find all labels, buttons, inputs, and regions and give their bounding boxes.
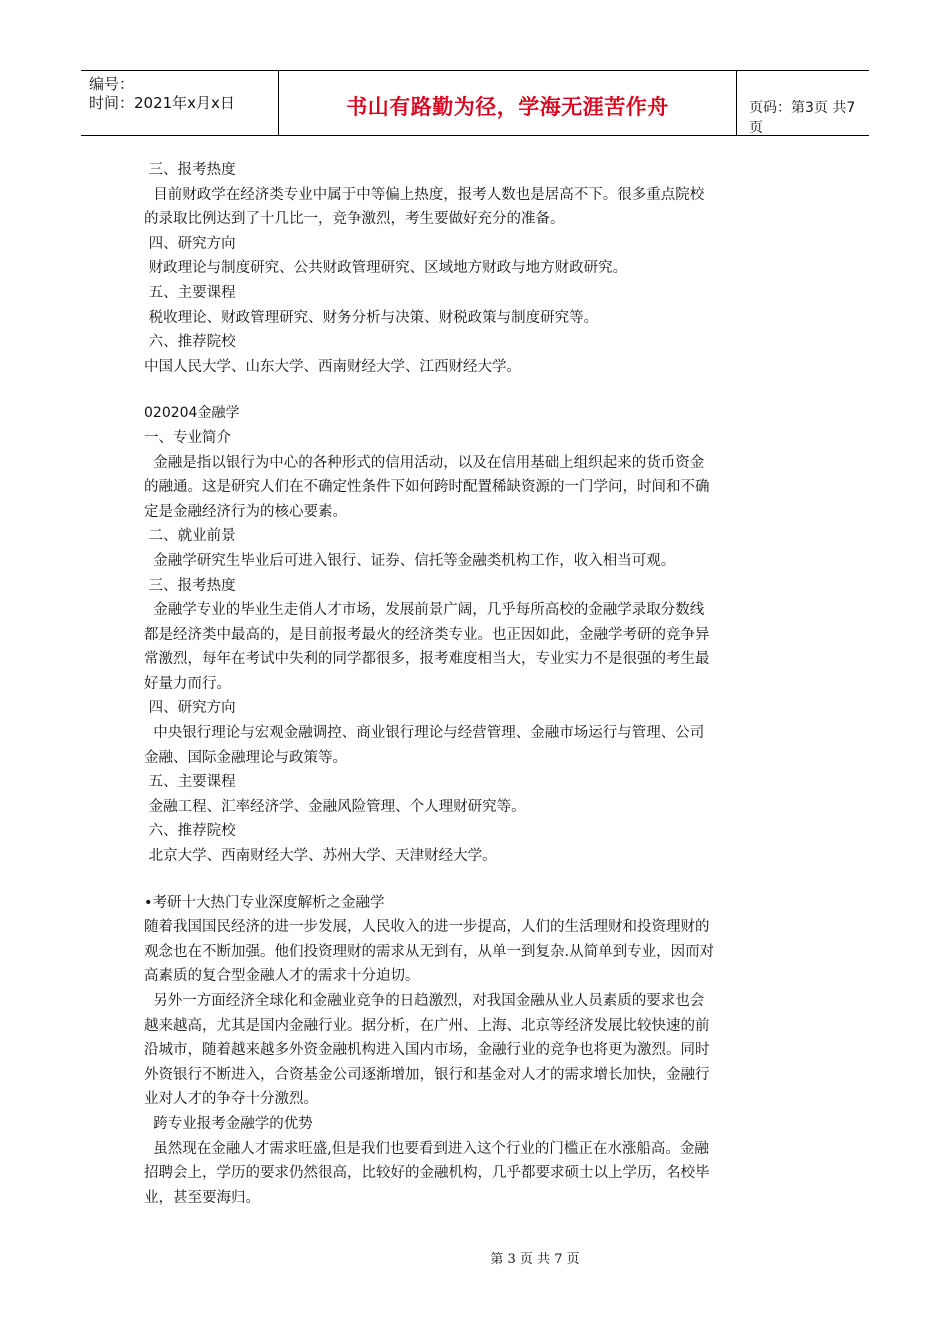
finance-section	[144, 401, 808, 868]
paragraph-line: 另外一方面经济全球化和金融业竞争的日趋激烈，对我国金融从业人员素质的要求也会	[144, 993, 705, 1009]
paragraph-line: 虽然现在金融人才需求旺盛,但是我们也要看到进入这个行业的门槛正在水涨船高。金融	[144, 1140, 709, 1157]
section-title: 五、主要课程	[144, 774, 236, 791]
paragraph-line: 金融学专业的毕业生走俏人才市场，发展前景广阔，几乎每所高校的金融学录取分数线	[144, 602, 705, 619]
article-title-text: 考研十大热门专业深度解析之金融学	[152, 894, 385, 911]
paragraph-line: 沿城市，随着越来越多外资金融机构进入国内市场，金融行业的竞争也将更为激烈。同时	[144, 1042, 710, 1059]
section-title: 四、研究方向	[144, 700, 236, 717]
article-title	[144, 891, 808, 916]
bullet-icon: •	[144, 894, 153, 911]
fiscal-section	[144, 158, 808, 379]
paragraph-line: 招聘会上，学历的要求仍然很高，比较好的金融机构，几乎都要求硕士以上学历，名校毕	[144, 1165, 710, 1182]
paragraph-line: 财政理论与制度研究、公共财政管理研究、区域地方财政与地方财政研究。	[144, 260, 628, 277]
paragraph-line: 中央银行理论与宏观金融调控、商业银行理论与经营管理、金融市场运行与管理、公司	[144, 725, 705, 742]
paragraph-line: 外资银行不断进入，合资基金公司逐渐增加，银行和基金对人才的需求增长加快，金融行	[144, 1066, 710, 1083]
paragraph-line: 常激烈，每年在考试中失利的同学都很多，报考难度相当大，专业实力不是很强的考生最	[144, 651, 710, 668]
paragraph-line: 税收理论、财政管理研究、财务分析与决策、财税政策与制度研究等。	[144, 309, 599, 326]
paragraph-line: 金融学研究生毕业后可进入银行、证券、信托等金融类机构工作，收入相当可观。	[144, 552, 676, 569]
paragraph-line: 观念也在不断加强。他们投资理财的需求从无到有，从单一到复杂.从简单到专业，因而对	[144, 943, 715, 960]
section-title: 二、就业前景	[144, 528, 236, 545]
subsection-title: 跨专业报考金融学的优势	[144, 1115, 313, 1132]
paragraph-line: 定是金融经济行为的核心要素。	[144, 503, 347, 520]
section-title: 四、研究方向	[144, 235, 236, 252]
paragraph-line: 业，甚至要海归。	[144, 1189, 260, 1206]
paragraph-line: 北京大学、西南财经大学、苏州大学、天津财经大学。	[144, 848, 497, 865]
page-footer	[0, 1248, 950, 1267]
header-page-info: 页码：第3页 共7页	[749, 100, 856, 136]
paragraph-line: 金融、国际金融理论与政策等。	[144, 749, 347, 766]
paragraph-line: 业对人才的争夺十分激烈。	[144, 1091, 318, 1108]
paragraph-line: 好量力而行。	[144, 675, 231, 692]
paragraph-line: 中国人民大学、山东大学、西南财经大学、江西财经大学。	[144, 358, 521, 375]
major-heading: 020204金融学	[144, 405, 240, 422]
section-title: 三、报考热度	[144, 162, 236, 178]
document-time-label: 时间：2021年x月x日	[89, 94, 235, 112]
section-title: 三、报考热度	[144, 577, 236, 594]
footer-page-number: 第 3 页 共 7 页	[490, 1252, 580, 1267]
header-page-cell	[737, 71, 869, 135]
section-title: 六、推荐院校	[144, 823, 236, 840]
page-header	[81, 70, 869, 136]
paragraph-line: 的录取比例达到了十几比一，竞争激烈，考生要做好充分的准备。	[144, 211, 565, 228]
paragraph-line: 的融通。这是研究人们在不确定性条件下如何跨时配置稀缺资源的一门学问，时间和不确	[144, 479, 710, 496]
paragraph-line: 高素质的复合型金融人才的需求十分迫切。	[144, 968, 420, 985]
header-motto: 书山有路勤为径，学海无涯苦作舟	[346, 95, 669, 119]
paragraph-line: 金融工程、汇率经济学、金融风险管理、个人理财研究等。	[144, 798, 526, 815]
paragraph-line: 金融是指以银行为中心的各种形式的信用活动，以及在信用基础上组织起来的货币资金	[144, 454, 705, 471]
document-body	[144, 158, 808, 1210]
section-title: 一、专业简介	[144, 429, 231, 446]
paragraph-line: 目前财政学在经济类专业中属于中等偏上热度，报考人数也是居高不下。很多重点院校	[144, 186, 705, 203]
document-number-label: 编号：	[89, 75, 135, 93]
header-motto-cell	[279, 71, 737, 135]
paragraph-line: 越来越高，尤其是国内金融行业。据分析，在广州、上海、北京等经济发展比较快速的前	[144, 1017, 710, 1034]
analysis-section	[144, 891, 808, 1211]
section-title: 六、推荐院校	[144, 334, 236, 351]
header-meta-cell	[81, 71, 279, 135]
paragraph-line: 随着我国国民经济的进一步发展，人民收入的进一步提高，人们的生活理财和投资理财的	[144, 919, 710, 936]
section-title: 五、主要课程	[144, 284, 236, 301]
paragraph-line: 都是经济类中最高的，是目前报考最火的经济类专业。也正因如此，金融学考研的竞争异	[144, 626, 710, 643]
